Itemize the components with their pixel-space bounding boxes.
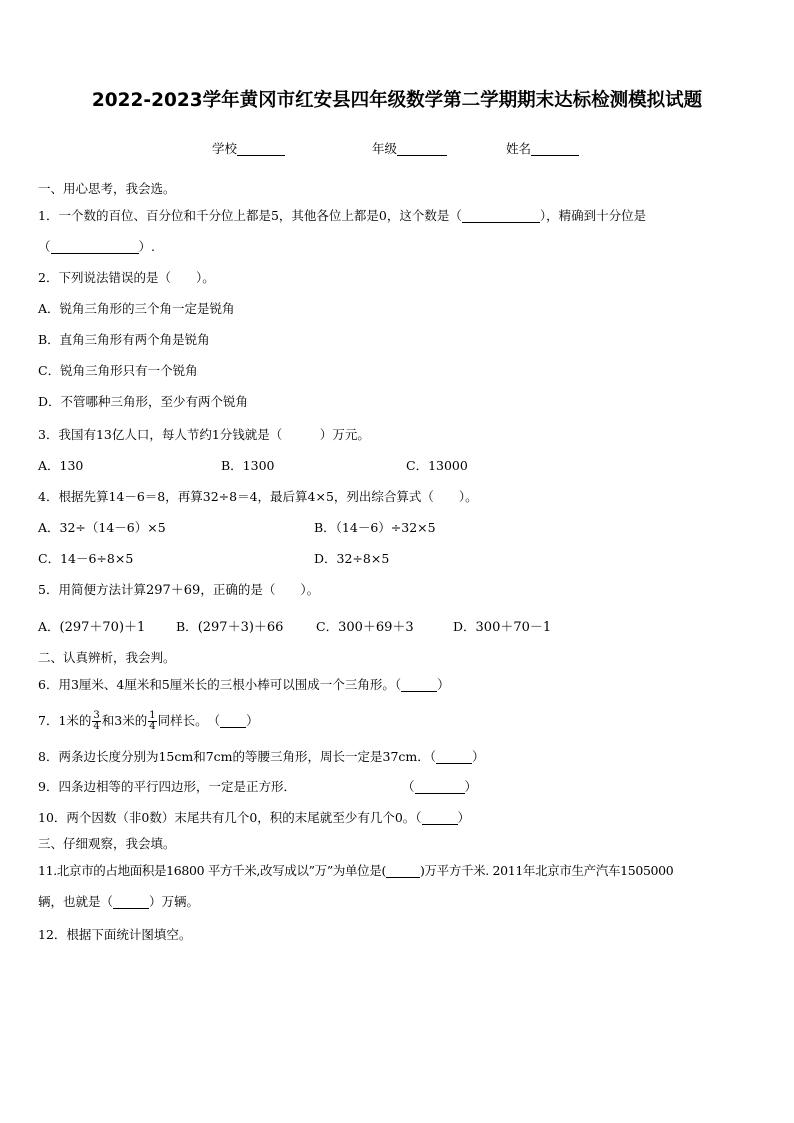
section-2-heading: 二、认真辨析，我会判。 — [38, 650, 176, 665]
q11-text-c: 辆，也就是（ — [38, 894, 114, 909]
q5-option-b-expr: (297＋3)＋66 — [197, 620, 284, 635]
question-1-line-2 — [38, 238, 155, 256]
q7-fraction-1 — [92, 711, 100, 732]
q9-close: ） — [464, 779, 478, 794]
q7-fraction-1-denominator: 4 — [93, 721, 100, 732]
q3-option-a[interactable]: A．130 — [38, 458, 84, 473]
question-10 — [38, 809, 470, 827]
q1-text-a: 1．一个数的百位、百分位和千分位上都是5，其他各位上都是0，这个数是（ — [38, 208, 462, 223]
q1-text-b: ），精确到十分位是 — [539, 208, 647, 223]
question-9 — [38, 778, 296, 796]
q7-text-a: 7．1米的 — [38, 713, 92, 728]
q4-option-a[interactable]: A．32÷（14－6）×5 — [38, 520, 166, 535]
q1-text-d: ）. — [138, 239, 155, 254]
q4-option-b[interactable]: B．（14－6）÷32×5 — [314, 520, 436, 535]
q11-text-d: ）万辆。 — [149, 894, 200, 909]
q10-close: ） — [457, 810, 471, 825]
q5-option-d-expr: 300＋70－1 — [475, 620, 552, 635]
q5-text-a: 5．用简便方法计算 — [38, 582, 146, 597]
q8-answer-blank[interactable] — [436, 749, 472, 764]
q9-open: （ — [402, 779, 415, 794]
q4-option-d[interactable]: D．32÷8×5 — [314, 551, 390, 566]
q2-option-d[interactable]: D．不管哪种三角形，至少有两个锐角 — [38, 394, 249, 409]
q7-answer-blank[interactable] — [220, 713, 246, 728]
q5-option-b-label: B． — [176, 619, 198, 634]
q8-text: 8．两条边长度分别为15cm和7cm的等腰三角形，周长一定是37cm．（ — [38, 749, 437, 764]
q7-close: ） — [246, 713, 259, 728]
question-9-answer — [402, 778, 477, 796]
question-2-stem: 2．下列说法错误的是（ ）。 — [38, 270, 215, 285]
grade-label: 年级 — [372, 141, 398, 156]
q3-option-c[interactable]: C．13000 — [406, 458, 468, 473]
q5-expression: 297＋69 — [145, 583, 201, 598]
q1-text-c: （ — [38, 239, 51, 254]
q11-text-b: )万平方千米. 2011年北京市生产汽车1505000 — [420, 863, 674, 878]
q1-answer-blank-2[interactable] — [51, 239, 139, 254]
q5-option-a-expr: (297＋70)＋1 — [59, 620, 146, 635]
q8-close: ） — [472, 749, 485, 764]
q5-option-c-expr: 300＋69＋3 — [338, 620, 414, 635]
q5-option-a[interactable] — [38, 618, 145, 637]
question-11-line-2 — [38, 893, 199, 911]
section-1-heading: 一、用心思考，我会选。 — [38, 181, 176, 196]
q7-text-c: 同样长。 （ — [157, 713, 221, 728]
q2-option-a[interactable]: A．锐角三角形的三个角一定是锐角 — [38, 301, 235, 316]
q2-option-b[interactable]: B．直角三角形有两个角是锐角 — [38, 332, 210, 347]
q11-text-a: 11.北京市的占地面积是16800 平方千米,改写成以”万”为单位是( — [38, 863, 386, 878]
name-label: 姓名 — [506, 141, 532, 156]
question-11-line-1 — [38, 862, 673, 880]
q4-option-c[interactable]: C．14－6÷8×5 — [38, 551, 134, 566]
name-field — [506, 139, 579, 157]
q1-answer-blank-1[interactable] — [462, 208, 540, 223]
q6-text: 6．用3厘米、4厘米和5厘米长的三根小棒可以围成一个三角形。（ — [38, 677, 402, 692]
name-blank[interactable] — [531, 141, 579, 156]
question-12: 12．根据下面统计图填空。 — [38, 927, 192, 942]
q7-text-b: 和3米的 — [101, 713, 148, 728]
question-7 — [38, 710, 259, 732]
question-4-stem: 4．根据先算14－6＝8，再算32÷8＝4，最后算4×5，列出综合算式（ ）。 — [38, 489, 478, 504]
grade-field — [372, 139, 447, 157]
q5-option-c[interactable] — [316, 618, 414, 637]
grade-blank[interactable] — [397, 141, 447, 156]
q11-answer-blank-2[interactable] — [113, 894, 149, 909]
q7-fraction-2 — [148, 711, 156, 732]
q9-answer-blank[interactable] — [415, 779, 465, 794]
q5-option-a-label: A． — [38, 619, 60, 634]
school-field — [212, 139, 285, 157]
question-6 — [38, 676, 450, 694]
question-5-stem — [38, 581, 319, 600]
section-3-heading: 三、仔细观察，我会填。 — [38, 836, 176, 851]
q9-text: 9．四条边相等的平行四边形，一定是正方形． — [38, 779, 296, 794]
q3-option-b[interactable]: B．1300 — [221, 458, 275, 473]
q5-option-d[interactable] — [453, 618, 551, 637]
q10-text: 10．两个因数（非0数）末尾共有几个0，积的末尾就至少有几个0。（ — [38, 810, 422, 825]
q6-close: ） — [437, 677, 450, 692]
q7-fraction-1-numerator: 3 — [93, 710, 100, 721]
question-3-stem: 3．我国有13亿人口，每人节约1分钱就是（ ）万元。 — [38, 427, 370, 442]
question-8 — [38, 748, 485, 766]
q5-text-b: ，正确的是（ ）。 — [200, 582, 320, 597]
q11-answer-blank-1[interactable] — [386, 863, 420, 878]
page-title: 2022-2023学年黄冈市红安县四年级数学第二学期期末达标检测模拟试题 — [91, 90, 703, 111]
q6-answer-blank[interactable] — [401, 677, 437, 692]
school-blank[interactable] — [237, 141, 285, 156]
q5-option-c-label: C． — [316, 619, 339, 634]
q2-option-c[interactable]: C．锐角三角形只有一个锐角 — [38, 363, 198, 378]
q5-option-b[interactable] — [176, 618, 283, 637]
q5-option-d-label: D． — [453, 619, 476, 634]
q7-fraction-2-denominator: 4 — [149, 721, 156, 732]
school-label: 学校 — [212, 141, 238, 156]
q7-fraction-2-numerator: 1 — [149, 710, 156, 721]
q10-answer-blank[interactable] — [422, 810, 458, 825]
question-1-line-1 — [38, 207, 646, 225]
